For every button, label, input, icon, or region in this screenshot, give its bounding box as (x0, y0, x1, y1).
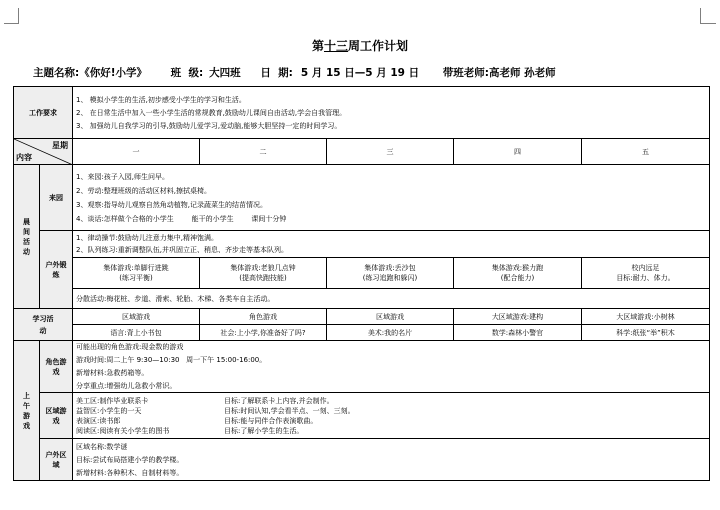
area-game-label: 区域游戏 (40, 393, 73, 439)
arrival-item: 3、观察:指导幼儿观察自然角动植物,记录蔬菜生的结苗情况。 (76, 200, 268, 209)
outdoor-area-row (14, 439, 710, 481)
arrival-row (14, 165, 710, 231)
corner-mark-top-right (700, 8, 701, 24)
day-wednesday: 三 (327, 139, 454, 165)
game-tuesday: 集体游戏:老狼几点钟 (提高快跑技能) (200, 258, 327, 288)
requirements-label: 工作要求 (14, 87, 73, 139)
outdoor-area-item: 目标:尝试布局搭建小学的教学楼。 (76, 455, 184, 464)
requirements-row (14, 87, 710, 139)
arrival-content (73, 165, 710, 231)
arrival-item: 1、来园:孩子入园,师生问早。 (76, 172, 170, 181)
date-value: 5 月 15 日—5 月 19 日 (300, 67, 420, 79)
teacher-label: 带班老师: (442, 67, 489, 79)
role-game-item: 游戏时间:周二上午 9:30—10:30 周一下午 15:00-16:00。 (76, 356, 267, 364)
requirement-item: 3、 加强幼儿自我学习的引导,鼓励幼儿爱学习,爱动脑,能够大胆坚持一定的时间学习。 (76, 121, 342, 130)
page-title: 第十三周工作计划 (311, 39, 409, 53)
day-monday: 一 (73, 139, 200, 165)
role-game-row (14, 341, 710, 393)
area-game-content (73, 393, 710, 439)
study-subject-thursday: 数学:森林小警官 (454, 325, 582, 341)
area-game-row (14, 393, 710, 439)
outdoor-exercise-content (73, 231, 710, 289)
study-area-tuesday: 角色游戏 (200, 309, 327, 325)
outdoor-games (73, 257, 709, 288)
requirements-content (73, 87, 710, 139)
corner-mark-top-right-h (700, 23, 716, 24)
study-subject-wednesday: 美术:我的名片 (327, 325, 454, 341)
game-wednesday: 集体游戏:丢沙包 (练习追跑和躲闪) (327, 258, 454, 288)
requirement-item: 2、 在日常生活中加入一些小学生活的常规教育,鼓励幼儿课间自由活动,学会自我管理。 (76, 108, 347, 117)
group-activity: 分散活动:梅花桩、步道、滑索、轮胎、木梯、各类车自主活动。 (73, 289, 710, 309)
weekday-header-row (14, 139, 710, 165)
theme-value: 《你好!小学》 (79, 67, 147, 79)
morning-activity-label: 晨间活动 (14, 165, 40, 309)
date-label: 日 期: (260, 67, 293, 79)
area-game-item: 表演区:读书郎 目标:能与同伴合作表演歌曲。 (76, 416, 318, 425)
corner-mark-top-left (18, 8, 19, 24)
study-area-row (14, 309, 710, 325)
role-game-label: 角色游戏 (40, 341, 73, 393)
outdoor-exercise-label: 户外锻炼 (40, 231, 73, 309)
role-game-content (73, 341, 710, 393)
requirement-item: 1、 模拟小学生的生活,初步感受小学生的学习和生活。 (76, 95, 246, 104)
role-game-item: 分享重点:增强幼儿急救小常识。 (76, 382, 177, 390)
class-value: 大四班 (209, 67, 241, 79)
week-number: 十三 (323, 39, 348, 53)
weekly-plan-table (13, 86, 710, 481)
day-tuesday: 二 (200, 139, 327, 165)
game-monday: 集体游戏:单脚行进跳 (练习平衡) (73, 258, 200, 288)
content-corner-label: 内容 (16, 153, 32, 162)
study-area-friday: 大区域游戏:小树林 (582, 309, 710, 325)
study-subject-monday: 语言:背上小书包 (73, 325, 200, 341)
weekday-corner-label: 星期 (52, 141, 68, 150)
role-game-item: 可能出现的角色游戏:现金数的游戏 (76, 343, 184, 351)
outdoor-area-item: 新增材料:各种积木、自制材料等。 (76, 468, 184, 477)
teacher-value: 高老师 孙老师 (488, 67, 556, 79)
outdoor-area-content (73, 439, 710, 481)
group-activity-row (14, 289, 710, 309)
area-game-item: 美工区:制作毕业联系卡 目标:了解联系卡上内容,并会制作。 (76, 396, 334, 405)
outdoor-exercise-row (14, 231, 710, 289)
outdoor-area-item: 区域名称:数学谜 (76, 442, 128, 451)
game-friday: 校内远足 目标:耐力、体力。 (616, 264, 675, 282)
area-game-item: 益智区:小学生的一天 目标:时间认知,学会看半点、一刻、三刻。 (76, 406, 355, 415)
arrival-item: 4、谈话:怎样做个合格的小学生 能干的小学生 课间十分钟 (76, 214, 287, 223)
study-activity-label: 学习活动 (14, 309, 73, 341)
study-subject-tuesday: 社会:上小学,你准备好了吗? (200, 325, 327, 341)
study-area-monday: 区域游戏 (73, 309, 200, 325)
study-area-thursday: 大区域游戏:建构 (454, 309, 582, 325)
area-game-item: 阅读区:阅读有关小学生的图书 目标:了解小学生的生活。 (76, 426, 304, 435)
day-thursday: 四 (454, 139, 582, 165)
weekday-corner-cell (14, 139, 73, 165)
role-game-item: 新增材料:急救药箱等。 (76, 369, 149, 377)
corner-mark-top-left-h (4, 23, 19, 24)
study-area-wednesday: 区域游戏 (327, 309, 454, 325)
theme-label: 主题名称: (33, 67, 80, 79)
class-label: 班 级: (170, 67, 204, 79)
plan-header (33, 65, 693, 80)
forenoon-game-label: 上午游戏 (14, 341, 40, 481)
study-subject-friday: 科学:纸张“举”积木 (582, 325, 710, 341)
outdoor-item: 2、队列练习:重新调整队伍,并巩固立正、稍息、齐步走等基本队列。 (76, 246, 289, 254)
day-friday: 五 (582, 139, 710, 165)
study-subject-row (14, 325, 710, 341)
outdoor-item: 1、律动操节:鼓励幼儿注意力集中,精神饱满。 (76, 234, 219, 242)
arrival-item: 2、劳动:整理班级的活动区材料,擦拭桌椅。 (76, 186, 212, 195)
game-thursday: 集体游戏:猴力跑 (配合能力) (454, 258, 582, 288)
outdoor-area-label: 户外区域 (40, 439, 73, 481)
arrival-label: 来园 (40, 165, 73, 231)
